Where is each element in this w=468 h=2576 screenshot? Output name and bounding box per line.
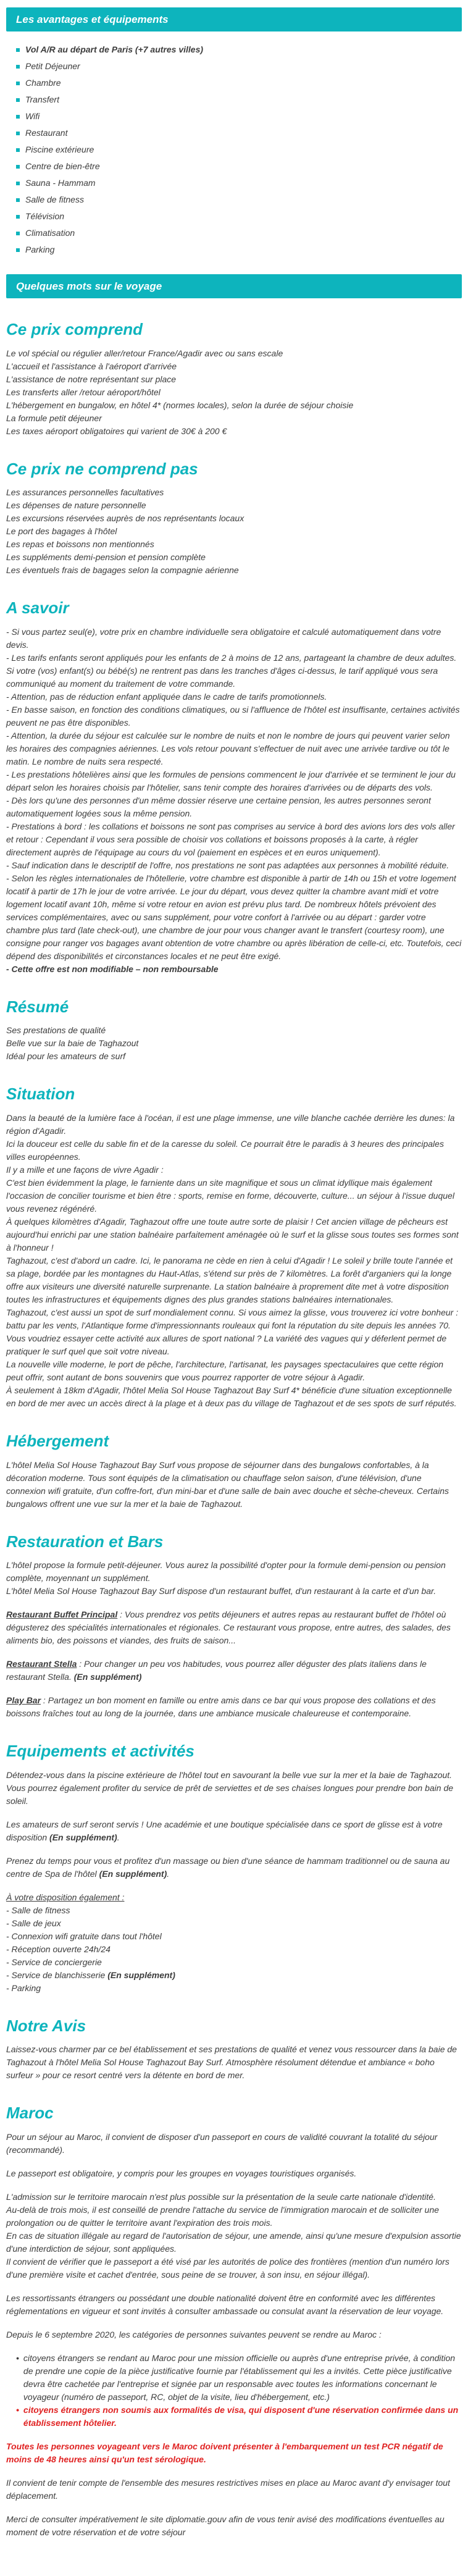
paragraph — [6, 1459, 462, 1511]
paragraph — [6, 2513, 462, 2539]
text-run: Il convient de vérifier que le passeport a été visé par les autorités de police des frontières (mention d'un numéro lors d'une première visite et cachet d'entrée, sous peine de se trouver, à son insu, en séjour illégal). — [6, 2256, 449, 2280]
text-run: Dans la beauté de la lumière face à l'océan, il est une plage immense, une ville blanche cachée derrière les dunes: la région d'Agadir. — [6, 1112, 455, 1136]
text-run: Prenez du temps pour vous et profitez d'un massage ou bien d'une séance de hammam traditionnel ou de sauna au centre de Spa de l'hôtel — [6, 1855, 450, 1879]
paragraph — [6, 820, 462, 859]
bullet-icon — [16, 215, 20, 219]
text-run: Au-delà de trois mois, il est conseillé de prendre l'attache du service de l'immigration marocain et de solliciter une prolongation ou de quitter le territoire avant l'expiration des trois mois. — [6, 2204, 440, 2228]
paragraph — [6, 373, 462, 386]
paragraph — [6, 1164, 462, 1177]
section-title: Ce prix comprend — [6, 320, 143, 338]
paragraph — [6, 1215, 462, 1254]
text-run: Les taxes aéroport obligatoires qui varient de 30€ à 200 € — [6, 426, 227, 436]
paragraph — [6, 1254, 462, 1306]
text-run: - Service de blanchisserie — [6, 1970, 108, 1980]
bullet-icon — [16, 232, 20, 235]
amenity-label: Sauna - Hammam — [25, 178, 96, 188]
text-run: - Service de conciergerie — [6, 1957, 102, 1967]
paragraph — [6, 963, 462, 976]
paragraph — [6, 2131, 462, 2157]
text-run: - Salle de jeux — [6, 1918, 61, 1928]
bullet-icon — [16, 65, 20, 69]
paragraph — [6, 2255, 462, 2281]
text-run: L'hôtel Melia Sol House Taghazout Bay Surf dispose d'un restaurant buffet, d'un restaurant à la carte et d'un bar. — [6, 1586, 437, 1596]
amenity-label: Télévision — [25, 211, 65, 221]
paragraph — [6, 2477, 462, 2503]
text-run: - Cette offre est non modifiable – non remboursable — [6, 963, 219, 974]
paragraph — [6, 1769, 462, 1808]
paragraph — [6, 768, 462, 794]
paragraph — [6, 626, 462, 652]
paragraph — [6, 690, 462, 703]
text-run: Détendez-vous dans la piscine extérieure de l'hôtel tout en savourant la belle vue sur la mer et la baie de Taghazout. Vous pourrez également profiter du service de prêt de serviettes et de ses chaises longues pour prendre bon bain de soleil. — [6, 1769, 454, 1806]
paragraph — [6, 652, 462, 690]
text-run: Pour un séjour au Maroc, il convient de disposer d'un passeport en cours de validité couvrant la totalité du séjour (recommandé). — [6, 2131, 438, 2155]
text-run: citoyens étrangers se rendant au Maroc pour une mission officielle ou auprès d'une entreprise privée, à condition de prendre une copie de la pièce justificative fournie par l'établissement qui les a invités. Cette pièce justificative devra être cachetée par l'entreprise et signée par un responsable avec toutes les informations concernant le voyageur (numéro de passeport, RC, objet de la visite, lieu d'hébergement, etc.) — [23, 2352, 456, 2402]
paragraph — [6, 2043, 462, 2082]
paragraph — [6, 2204, 462, 2230]
paragraph — [6, 399, 462, 412]
section-prix-ne-comprend-pas — [6, 460, 462, 577]
bullet-icon: • — [16, 2404, 19, 2415]
text-run: La nouvelle ville moderne, le port de pêche, l'architecture, l'artisanat, les paysages spectaculaires que cette région peut offrir, sont autant de bons souvenirs que vous pourrez rapporter de votre séjour à Agadir. — [6, 1359, 444, 1382]
section-prix-comprend — [6, 321, 462, 438]
paragraph — [6, 1904, 462, 1917]
text-run: Belle vue sur la baie de Taghazout — [6, 1038, 139, 1049]
text-run: - Parking — [6, 1982, 41, 1993]
text-run: L'assistance de notre représentant sur place — [6, 374, 177, 384]
paragraph — [6, 499, 462, 512]
paragraph — [6, 1138, 462, 1164]
text-run: : Vous prendrez vos petits déjeuners et autres repas au restaurant buffet de l'hôtel où dégusterez des spécialités internationales et régionales. Ce restaurant vous propose, entre autres, des salades, des aliments bio, des poissons et viandes, des fruits de saison... — [6, 1609, 451, 1646]
banner-voyage: Quelques mots sur le voyage — [6, 274, 462, 298]
text-run: Idéal pour les amateurs de surf — [6, 1051, 125, 1062]
paragraph — [6, 1050, 462, 1063]
text-run: Restaurant Buffet Principal — [6, 1609, 118, 1620]
amenity-item — [16, 191, 462, 208]
paragraph — [6, 486, 462, 499]
paragraph — [6, 551, 462, 564]
bullet-icon — [16, 182, 20, 185]
bullet-icon — [16, 165, 20, 169]
text-run: - En basse saison, en fonction des conditions climatiques, ou si l'affluence de l'hôtel est insuffisante, certaines activités peuvent ne pas être disponibles. — [6, 704, 460, 728]
amenity-item — [16, 225, 462, 241]
paragraph — [6, 412, 462, 425]
amenity-item — [16, 108, 462, 125]
paragraph — [6, 1982, 462, 1995]
section-a-savoir — [6, 599, 462, 976]
paragraph — [6, 1917, 462, 1930]
section-notre-avis — [6, 2017, 462, 2083]
section-title: Maroc — [6, 2104, 54, 2123]
text-run: L'hôtel propose la formule petit-déjeuner. Vous aurez la possibilité d'opter pour la formule demi-pension ou pension complète, moyennant un supplément. — [6, 1560, 446, 1584]
amenity-label: Restaurant — [25, 128, 68, 138]
text-run: Les repas et boissons non mentionnés — [6, 539, 154, 550]
section-title: Notre Avis — [6, 2016, 86, 2035]
text-run: À votre disposition également : — [6, 1892, 125, 1902]
paragraph — [6, 1943, 462, 1956]
text-run: Il convient de tenir compte de l'ensemble des mesures restrictives mises en place au Maroc avant d'y envisager tout déplacement. — [6, 2477, 450, 2501]
text-run: L'hôtel Melia Sol House Taghazout Bay Surf vous propose de séjourner dans des bungalows confortables, à la décoration moderne. Tous sont équipés de la climatisation ou chauffage selon saison, d'une télévision, d'une connexion wifi gratuite, d'un coffre-fort, d'un mini-bar et d'une salle de bain avec douche et sèche-cheveux. Certains bungalows offrent une vue sur la mer et la baie de Taghazout. — [6, 1459, 449, 1509]
text-run: Toutes les personnes voyageant vers le Maroc doivent présenter à l'embarquement un test PCR négatif de moins de 48 heures ainsi qu'un test sérologique. — [6, 2441, 443, 2464]
bullet-icon — [16, 148, 20, 152]
text-run: (En supplément) — [99, 1868, 167, 1879]
bullet-icon — [16, 48, 20, 52]
text-run: - Selon les règles internationales de l'hôtellerie, votre chambre est disponible à partir de 14h ou 15h et votre logement locatif à partir de 17h le jour de votre arrivée. Le jour du départ, vous devez quitter la chambre avant midi et votre logement locatif avant 10h, même si votre retour en avion est prévu plus tard. De nombreux hôtels prévoient des services complémentaires, avec ou sans supplément, pour votre confort à l'arrivée ou au départ : garder votre chambre plus tard (late check-out), une chambre de jour pour vous changer avant le transfert (courtesy room), une consigne pour ranger vos bagages avant obtention de votre chambre ou après libération de celle-ci, etc. Toutefois, ceci dépend des disponibilités et circonstances locales et ne peut être exigé. — [6, 873, 462, 961]
text-run: citoyens étrangers non soumis aux formalités de visa, qui disposent d'une réservation confirmée dans un établissement hôtelier. — [23, 2404, 459, 2428]
text-run: Taghazout, c'est aussi un spot de surf mondialement connu. Si vous aimez la glisse, vous trouverez ici votre bonheur : battu par les vents, l'Atlantique forme d'impressionnants rouleaux qui font la réputation du site depuis les années 70. Vous voudriez essayer cette activité aux allures de sport national ? La variété des vagues qui y déferlent permet de pratiquer le surf quel que soit votre niveau. — [6, 1307, 459, 1356]
text-run: Le vol spécial ou régulier aller/retour France/Agadir avec ou sans escale — [6, 348, 283, 358]
bullet-icon — [16, 248, 20, 252]
paragraph-text — [23, 2404, 462, 2430]
bullet-icon — [16, 115, 20, 119]
text-run: C'est bien évidemment la plage, le farniente dans un site magnifique et sous un climat idyllique mais également l'occasion de concilier tourisme et bien être : sports, remise en forme, découverte, culture... un séjour à l'issue duquel vous revenez régénéré. — [6, 1177, 454, 1214]
paragraph — [6, 564, 462, 577]
text-run: Les transferts aller /retour aéroport/hôtel — [6, 387, 161, 397]
section-hebergement — [6, 1432, 462, 1511]
amenity-label: Piscine extérieure — [25, 145, 94, 154]
paragraph — [6, 2167, 462, 2180]
text-run: L'admission sur le territoire marocain n'est plus possible sur la présentation de la seule carte nationale d'identité. — [6, 2191, 436, 2202]
paragraph — [6, 1037, 462, 1050]
text-run: : Partagez un bon moment en famille ou entre amis dans ce bar qui vous propose des collations et des boissons fraîches tout au long de la journée, dans une ambiance musicale chaleureuse et contemporaine. — [6, 1695, 436, 1719]
text-run: (En supplément) — [107, 1970, 175, 1980]
amenity-label: Petit Déjeuner — [25, 61, 80, 71]
section-maroc — [6, 2104, 462, 2539]
section-title: Ce prix ne comprend pas — [6, 459, 198, 478]
paragraph — [6, 2404, 462, 2430]
text-run: Les assurances personnelles facultatives — [6, 487, 164, 498]
section-title: Equipements et activités — [6, 1742, 194, 1761]
amenity-item — [16, 208, 462, 225]
bullet-icon — [16, 132, 20, 135]
section-title: Hébergement — [6, 1431, 109, 1450]
text-run: (En supplément) — [73, 1672, 142, 1682]
text-run: : Pour changer un peu vos habitudes, vous pourrez aller déguster des plats italiens dans le restaurant Stella. — [6, 1659, 427, 1682]
paragraph — [6, 1969, 462, 1982]
text-run: - Connexion wifi gratuite dans tout l'hôtel — [6, 1931, 162, 1941]
paragraph — [6, 2292, 462, 2318]
paragraph — [6, 1891, 462, 1904]
text-run: - Réception ouverte 24h/24 — [6, 1944, 111, 1954]
bullet-icon — [16, 198, 20, 202]
text-run: En cas de situation illégale au regard de l'autorisation de séjour, une amende, ainsi qu'une mesure d'expulsion assortie d'une interdiction de séjour, sont appliquées. — [6, 2230, 461, 2254]
text-run: (En supplément) — [49, 1832, 117, 1842]
text-run: Les ressortissants étrangers ou possédant une double nationalité doivent être en conformité avec les différentes réglementations en vigueur et sont invités à consulter ambassade ou consulat avant la réservation de leur voyage. — [6, 2293, 444, 2316]
amenity-label: Wifi — [25, 111, 40, 121]
text-run: Les dépenses de nature personnelle — [6, 500, 146, 511]
paragraph — [6, 1177, 462, 1215]
paragraph — [6, 1818, 462, 1844]
amenity-item — [16, 241, 462, 258]
amenity-item — [16, 91, 462, 108]
paragraph — [6, 360, 462, 373]
text-run: . — [167, 1868, 170, 1879]
text-run: - Attention, pas de réduction enfant appliquée dans le cadre de tarifs promotionnels. — [6, 691, 327, 702]
amenity-item — [16, 175, 462, 191]
text-run: Il y a mille et une façons de vivre Agadir : — [6, 1164, 164, 1175]
paragraph — [6, 2230, 462, 2255]
paragraph — [6, 872, 462, 963]
text-run: - Salle de fitness — [6, 1905, 70, 1915]
paragraph — [6, 1112, 462, 1138]
text-run: À seulement à 18km d'Agadir, l'hôtel Melia Sol House Taghazout Bay Surf 4* bénéficie d'une situation exceptionnelle en bord de mer avec un accès direct à la plage et à deux pas du village de Taghazout et de ses spots de surf réputés. — [6, 1385, 457, 1408]
text-run: Les excursions réservées auprès de nos représentants locaux — [6, 513, 244, 524]
text-run: - Sauf indication dans le descriptif de l'offre, nos prestations ne sont pas adaptées aux personnes à mobilité réduite. — [6, 860, 449, 870]
paragraph — [6, 1930, 462, 1943]
paragraph — [6, 1658, 462, 1684]
banner-advantages: Les avantages et équipements — [6, 7, 462, 31]
paragraph — [6, 703, 462, 729]
text-run: Les suppléments demi-pension et pension complète — [6, 552, 206, 563]
text-run: L'hébergement en bungalow, en hôtel 4* (normes locales), selon la durée de séjour choisie — [6, 400, 354, 410]
paragraph — [6, 525, 462, 538]
amenity-item — [16, 41, 462, 58]
amenity-label: Parking — [25, 245, 55, 254]
amenity-item — [16, 58, 462, 75]
section-title: A savoir — [6, 598, 69, 618]
paragraph — [6, 794, 462, 820]
paragraph — [6, 425, 462, 438]
text-run: Le passeport est obligatoire, y compris pour les groupes en voyages touristiques organisés. — [6, 2168, 357, 2178]
text-run: Depuis le 6 septembre 2020, les catégories de personnes suivantes peuvent se rendre au Maroc : — [6, 2329, 382, 2339]
amenity-item — [16, 158, 462, 175]
section-restauration — [6, 1533, 462, 1721]
section-title: Restauration et Bars — [6, 1532, 164, 1551]
amenity-label: Vol A/R au départ de Paris (+7 autres villes) — [25, 44, 204, 54]
amenity-item — [16, 75, 462, 91]
text-run: Ici la douceur est celle du sable fin et de la caresse du soleil. Ce pourrait être le paradis à 3 heures des principales villes européennes. — [6, 1138, 444, 1162]
bullet-icon: • — [16, 2352, 19, 2363]
paragraph — [6, 347, 462, 360]
paragraph — [6, 2352, 462, 2404]
text-run: . — [117, 1832, 120, 1842]
bullet-icon — [16, 82, 20, 85]
paragraph — [6, 1358, 462, 1384]
paragraph — [6, 2191, 462, 2204]
paragraph — [6, 2440, 462, 2466]
text-run: Play Bar — [6, 1695, 41, 1706]
text-run: Le port des bagages à l'hôtel — [6, 526, 117, 537]
section-resume — [6, 998, 462, 1064]
paragraph — [6, 386, 462, 399]
amenity-item — [16, 141, 462, 158]
text-run: L'accueil et l'assistance à l'aéroport d'arrivée — [6, 361, 177, 371]
text-run: - Les tarifs enfants seront appliqués pour les enfants de 2 à moins de 12 ans, partageant la chambre de deux adultes. Si votre (vos) enfant(s) ou bébé(s) ne rentrent pas dans les tranches d'âges ci-dessus, le tarif appliqué vous sera communiqué au moment du traitement de votre commande. — [6, 652, 457, 689]
text-run: - Attention, la durée du séjour est calculée sur le nombre de nuits et non le nombre de jours qui peuvent varier selon les horaires des compagnies aériennes. Les vols retour pouvant s'effectuer de nuit avec une arrivée tardive ou tôt le matin. Le nombre de nuits sera respecté. — [6, 730, 450, 766]
paragraph — [6, 1956, 462, 1969]
text-run: - Les prestations hôtelières ainsi que les formules de pensions commencent le jour d'arrivée et se terminent le jour du départ selon les horaires choisis par l'hôtelier, sans tenir compte des horaires d'arrivées ou de départs des vols. — [6, 769, 456, 792]
amenity-label: Climatisation — [25, 228, 75, 238]
paragraph — [6, 538, 462, 551]
section-situation — [6, 1085, 462, 1410]
text-run: Laissez-vous charmer par ce bel établissement et ses prestations de qualité et venez vous ressourcer dans la baie de Taghazout à l'hôtel Melia Sol House Taghazout Bay Surf. Atmosphère résolument détendue et ambiance « boho surfeur » pour ce resort centré vers la détente en bord de mer. — [6, 2044, 457, 2081]
paragraph — [6, 1585, 462, 1598]
paragraph — [6, 1024, 462, 1037]
text-run: - Dès lors qu'une des personnes d'un même dossier réserve une certaine pension, les autres personnes seront automatiquement logées sous la même pension. — [6, 795, 431, 818]
amenity-item — [16, 125, 462, 141]
text-run: - Prestations à bord : les collations et boissons ne sont pas comprises au service à bord des avions lors des vols aller et retour : Cependant il vous sera possible de choisir vos collations et boissons proposés à la carte, à régler directement auprès de l'équipage au cours du vol (paiement en espèces et en euros uniquement). — [6, 821, 455, 857]
paragraph — [6, 2328, 462, 2341]
bullet-icon — [16, 98, 20, 102]
text-run: - Si vous partez seul(e), votre prix en chambre individuelle sera obligatoire et calculé automatiquement dans votre devis. — [6, 626, 441, 650]
paragraph — [6, 1306, 462, 1358]
paragraph — [6, 1384, 462, 1410]
section-title: Résumé — [6, 997, 69, 1016]
text-run: À quelques kilomètres d'Agadir, Taghazout offre une toute autre sorte de plaisir ! Cet ancien village de pêcheurs est aujourd'hui enrichi par une station balnéaire parfaitement aménagée où le surf et la glisse sous toutes ses formes sont à l'honneur ! — [6, 1216, 459, 1252]
paragraph-text — [23, 2352, 462, 2404]
text-run: Restaurant Stella — [6, 1659, 77, 1669]
amenity-label: Salle de fitness — [25, 195, 84, 204]
text-run: La formule petit déjeuner — [6, 413, 102, 423]
text-run: Les amateurs de surf seront servis ! Une académie et une boutique spécialisée dans ce sport de glisse est à votre disposition — [6, 1819, 443, 1842]
paragraph — [6, 859, 462, 872]
text-run: Les éventuels frais de bagages selon la compagnie aérienne — [6, 565, 239, 576]
paragraph — [6, 729, 462, 768]
paragraph — [6, 1855, 462, 1881]
text-run: Taghazout, c'est d'abord un cadre. Ici, le panorama ne cède en rien à celui d'Agadir ! Le soleil y brille toute l'année et sa plage, bordée par les montagnes du Haut-Atlas, s'étend sur près de 7 kilomètres. La forêt d'arganiers qui la longe offre aux visiteurs une diversité naturelle surprenante. La station balnéaire à proprement dite met à votre disposition toutes les infrastructures et équipements dignes des plus grandes stations balnéaires internationales. — [6, 1255, 453, 1304]
section-equipements — [6, 1742, 462, 1995]
text-run: Merci de consulter impérativement le site diplomatie.gouv afin de vous tenir avisé des modifications éventuelles au moment de votre réservation et de votre séjour — [6, 2514, 445, 2537]
paragraph — [6, 1608, 462, 1647]
text-run: Ses prestations de qualité — [6, 1025, 106, 1036]
amenity-label: Transfert — [25, 94, 59, 104]
amenity-label: Centre de bien-être — [25, 161, 100, 171]
section-title: Situation — [6, 1085, 75, 1104]
voyage-sections — [6, 321, 462, 2539]
amenity-label: Chambre — [25, 78, 61, 88]
paragraph — [6, 512, 462, 525]
amenities-list — [6, 41, 462, 258]
paragraph — [6, 1559, 462, 1585]
paragraph — [6, 1694, 462, 1720]
